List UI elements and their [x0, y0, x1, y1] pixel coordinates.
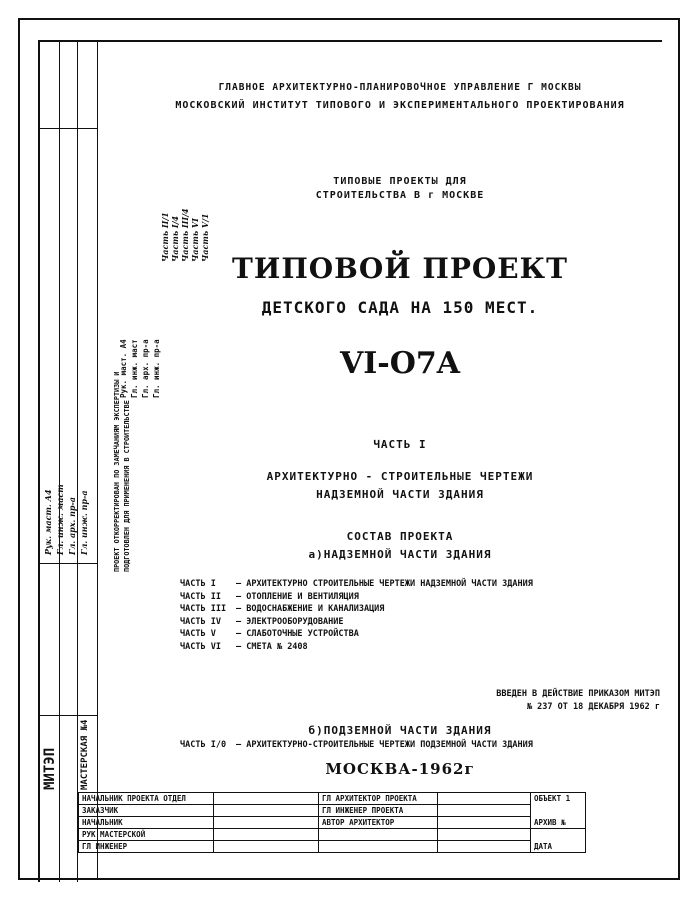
list-item: ЧАСТЬ VI – СМЕТА № 2408 [180, 641, 308, 652]
part-label: ЧАСТЬ I [373, 438, 427, 451]
margin-divider [38, 563, 98, 564]
list-item: ЧАСТЬ III – ВОДОСНАБЖЕНИЕ И КАНАЛИЗАЦИЯ [180, 604, 385, 614]
title-block-cell: ГЛ ИНЖЕНЕР ПРОЕКТА [319, 805, 438, 817]
margin-signer: Гл. арх. пр-а [141, 339, 150, 398]
composition-subheading: а)НАДЗЕМНОЙ ЧАСТИ ЗДАНИЯ [308, 548, 492, 561]
margin-section: Часть III/4 [180, 208, 190, 262]
title-block-cell: ГЛ ИНЖЕНЕР [79, 841, 214, 853]
title-block-cell [319, 829, 438, 841]
margin-section: Часть II/1 [160, 212, 170, 262]
section-line-2: НАДЗЕМНОЙ ЧАСТИ ЗДАНИЯ [316, 488, 484, 501]
margin-section: Часть VI [190, 218, 200, 262]
composition-heading: СОСТАВ ПРОЕКТА [346, 530, 454, 543]
title-block-cell: РУК МАСТЕРСКОЙ [79, 829, 214, 841]
part-text: ВОДОСНАБЖЕНИЕ И КАНАЛИЗАЦИЯ [246, 604, 385, 614]
margin-org-short: МИТЭП [42, 747, 58, 790]
issued-line-2: № 237 ОТ 18 ДЕКАБРЯ 1962 г [526, 702, 660, 712]
list-item: ЧАСТЬ II – ОТОПЛЕНИЕ И ВЕНТИЛЯЦИЯ [180, 591, 359, 602]
object-number: 1 [565, 794, 571, 804]
part-label: ЧАСТЬ I/0 [180, 740, 227, 750]
title-block [78, 792, 586, 853]
part-text: СМЕТА № 2408 [246, 641, 308, 652]
title-block-cell: АВТОР АРХИТЕКТОР [319, 817, 438, 829]
list-item: ЧАСТЬ V – СЛАБОТОЧНЫЕ УСТРОЙСТВА [180, 629, 359, 639]
page-title: ТИПОВОЙ ПРОЕКТ [232, 252, 568, 285]
underground-heading: б)ПОДЗЕМНОЙ ЧАСТИ ЗДАНИЯ [308, 724, 492, 737]
issued-note [400, 688, 660, 714]
issued-line-1: ВВЕДЕН В ДЕЙСТВИЕ ПРИКАЗОМ МИТЭП [496, 689, 660, 699]
project-code: VI-O7A [339, 346, 461, 381]
part-text: АРХИТЕКТУРНО-СТРОИТЕЛЬНЫЕ ЧЕРТЕЖИ ПОДЗЕМНОЙ ЧАСТИ ЗДАНИЯ [246, 740, 533, 750]
page-subtitle: ДЕТСКОГО САДА НА 150 МЕСТ. [261, 298, 539, 317]
org-line-1: ГЛАВНОЕ АРХИТЕКТУРНО-ПЛАНИРОВОЧНОЕ УПРАВЛЕНИЕ Г МОСКВЫ [218, 82, 582, 93]
list-item: ЧАСТЬ I – АРХИТЕКТУРНО СТРОИТЕЛЬНЫЕ ЧЕРТЕЖИ НАДЗЕМНОЙ ЧАСТИ ЗДАНИЯ [180, 579, 533, 589]
part-label: ЧАСТЬ IV [180, 616, 221, 627]
part-text: АРХИТЕКТУРНО СТРОИТЕЛЬНЫЕ ЧЕРТЕЖИ НАДЗЕМНОЙ ЧАСТИ ЗДАНИЯ [246, 579, 533, 589]
title-block-cell: АРХИВ № [531, 817, 586, 829]
part-label: ЧАСТЬ V [180, 629, 216, 639]
underground-part: ЧАСТЬ I/0 – АРХИТЕКТУРНО-СТРОИТЕЛЬНЫЕ ЧЕРТЕЖИ ПОДЗЕМНОЙ ЧАСТИ ЗДАНИЯ [180, 740, 533, 750]
title-block-cell: ЗАКАЗЧИК [79, 805, 214, 817]
margin-signer: Гл. инж. маст [55, 484, 65, 555]
margin-signer: Гл. арх. пр-а [67, 497, 77, 555]
margin-section: Часть V/1 [200, 213, 210, 262]
part-label: ЧАСТЬ II [180, 591, 221, 602]
part-text: ЭЛЕКТРООБОРУДОВАНИЕ [246, 616, 344, 627]
part-label: ЧАСТЬ III [180, 604, 227, 614]
margin-signatures [42, 484, 90, 555]
margin-signer: Рук. маст. А4 [119, 339, 128, 398]
title-block-cell: ОБЪЕКТ 1 [531, 793, 586, 805]
title-block-cell: ГЛ АРХИТЕКТОР ПРОЕКТА [319, 793, 438, 805]
city-year: МОСКВА-1962г [325, 760, 475, 778]
org-line-2: МОСКОВСКИЙ ИНСТИТУТ ТИПОВОГО И ЭКСПЕРИМЕНТАЛЬНОГО ПРОЕКТИРОВАНИЯ [175, 100, 625, 111]
margin-signer: Гл. инж. пр-а [152, 339, 161, 398]
part-text: СЛАБОТОЧНЫЕ УСТРОЙСТВА [246, 629, 359, 639]
margin-workshop: МАСТЕРСКАЯ №4 [80, 719, 90, 790]
title-block-cell: НАЧАЛЬНИК [79, 817, 214, 829]
series-line-1: ТИПОВЫЕ ПРОЕКТЫ ДЛЯ [333, 176, 467, 187]
series-line-2: СТРОИТЕЛЬСТВА В г МОСКВЕ [315, 190, 485, 201]
title-block-cell: ДАТА [531, 841, 586, 853]
title-block-cell [319, 841, 438, 853]
margin-column-2 [60, 40, 78, 882]
list-item: ЧАСТЬ IV – ЭЛЕКТРООБОРУДОВАНИЕ [180, 616, 344, 627]
part-text: ОТОПЛЕНИЕ И ВЕНТИЛЯЦИЯ [246, 591, 359, 602]
margin-signer: Гл. инж. пр-а [79, 490, 89, 555]
margin-signer: Рук. маст. А4 [43, 489, 53, 555]
margin-signer: Гл. инж. маст [130, 339, 139, 398]
section-line-1: АРХИТЕКТУРНО - СТРОИТЕЛЬНЫЕ ЧЕРТЕЖИ [266, 470, 534, 483]
margin-divider [38, 715, 98, 716]
margin-note: ПРОЕКТ ОТКОРРЕКТИРОВАН ПО ЗАМЕЧАНИЯМ ЭКСПЕРТИЗЫ И ПОДГОТОВЛЕН ДЛЯ ПРИМЕНЕНИЯ В СТРОИТЕЛЬСТВЕ [113, 371, 131, 572]
part-label: ЧАСТЬ I [180, 579, 216, 589]
margin-divider [38, 128, 98, 129]
margin-section: Часть I/4 [170, 215, 180, 262]
part-label: ЧАСТЬ VI [180, 641, 221, 652]
parts-list [180, 578, 640, 653]
title-block-cell: НАЧАЛЬНИК ПРОЕКТА ОТДЕЛ [79, 793, 214, 805]
